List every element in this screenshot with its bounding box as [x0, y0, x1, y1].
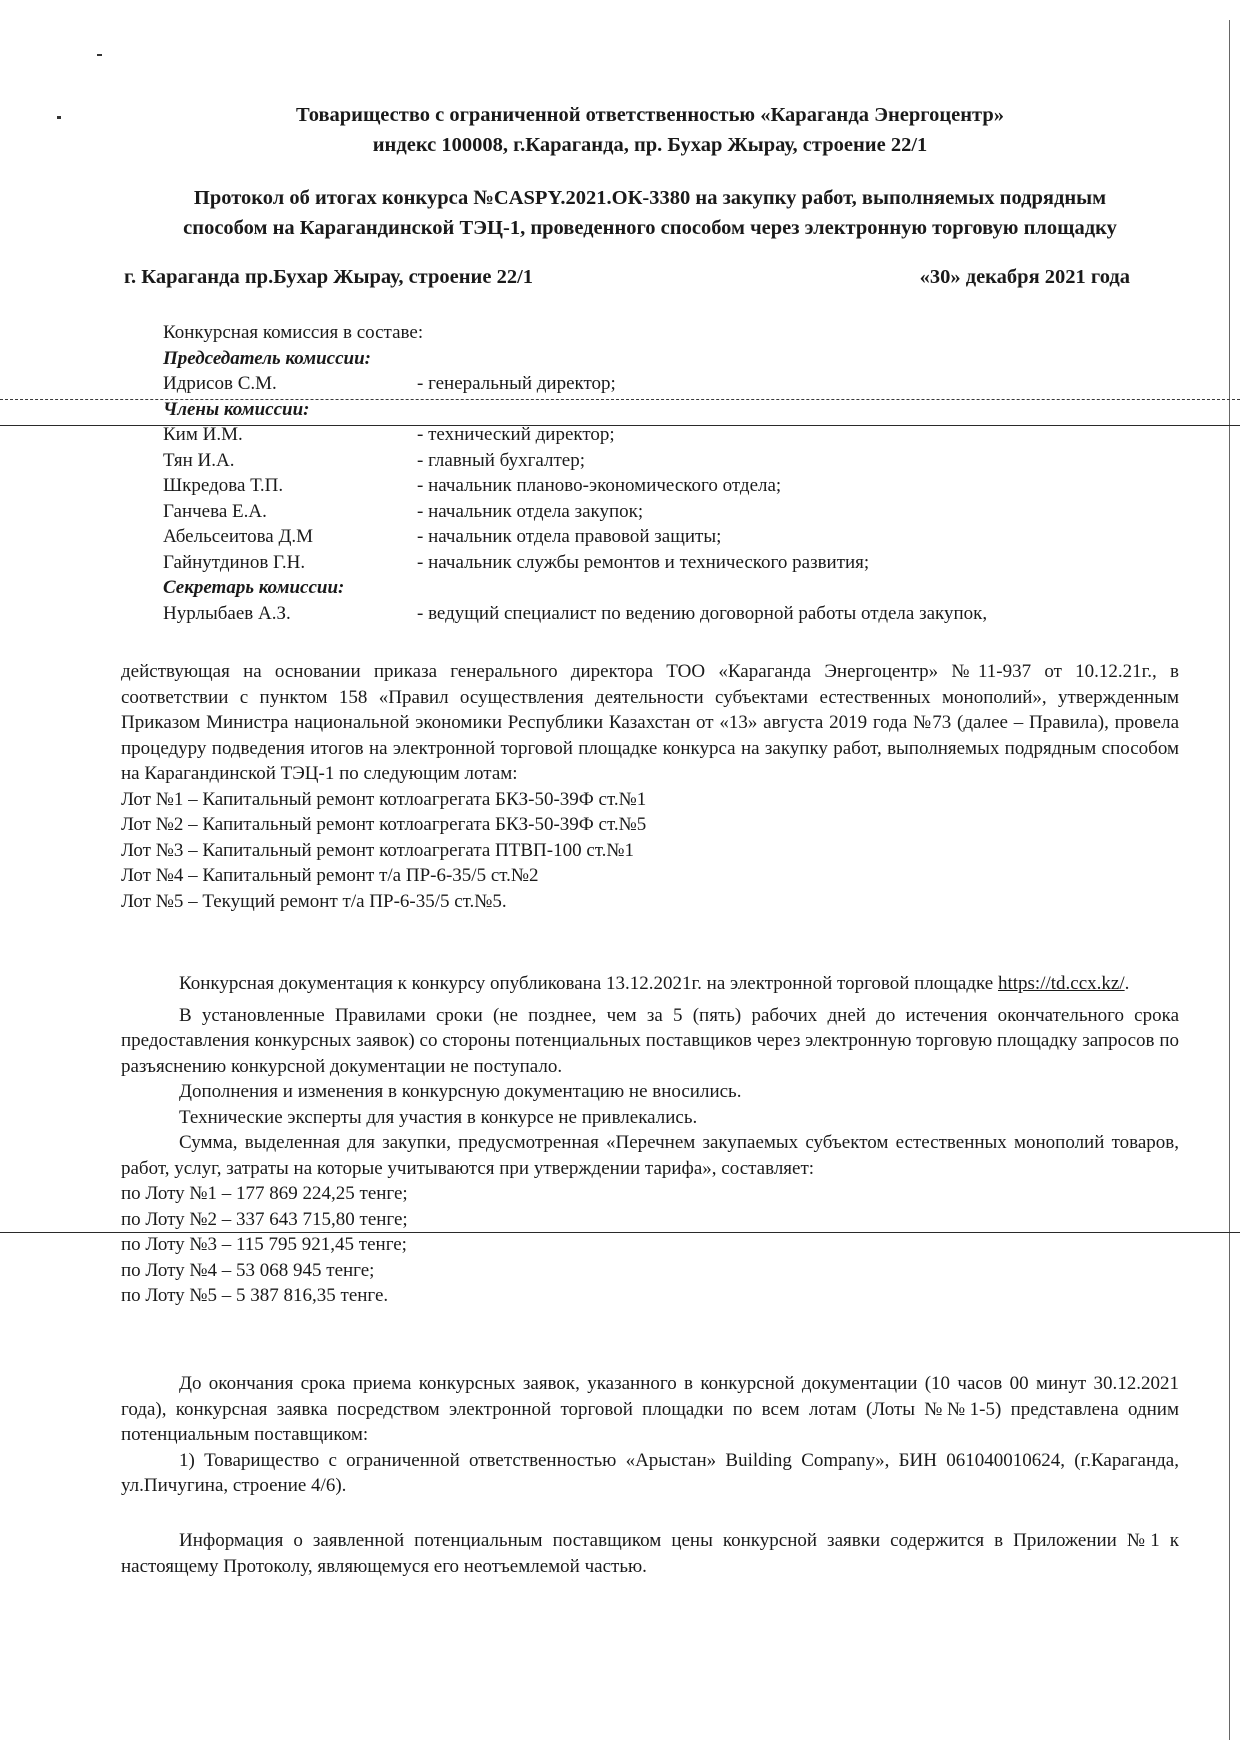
member-position: - генеральный директор;: [417, 373, 616, 394]
secretary-heading: Секретарь комиссии:: [163, 577, 345, 598]
member-position: - главный бухгалтер;: [417, 449, 585, 471]
protocol-title: [120, 183, 1180, 243]
bids-section: [121, 1371, 1179, 1499]
member-name: Тян И.А.: [163, 449, 235, 471]
protocol-body-continued: [121, 971, 1179, 1309]
place-date-line: [124, 263, 1130, 291]
commission-row: [163, 499, 1123, 525]
chair-heading: Председатель комиссии:: [163, 347, 371, 369]
platform-link[interactable]: https://td.ccx.kz/: [997, 973, 1125, 994]
member-position: - ведущий специалист по ведению договорной работы отдела закупок,: [417, 602, 988, 624]
doc-published-paragraph: [121, 971, 1179, 997]
member-position: - начальник отдела правовой защиты;: [417, 526, 722, 547]
intro-paragraph: действующая на основании приказа генерального директора ТОО «Караганда Энергоцентр» №11-937 от 10.12.21г., в соответствии с пунктом 158 «Правил осуществления деятельности субъектами естественных монополий», утвержденным Приказом Министра национальной экономики Республики Казахстан от «13» августа 2019 года №73 (далее – Правила), провела процедуру подведения итогов на электронной торговой площадке конкурса на закупку работ, выполняемых подрядным способом на Карагандинской ТЭЦ-1 по следующим лотам:: [121, 661, 1179, 784]
protocol-body: [121, 659, 1179, 914]
experts-paragraph: Технические эксперты для участия в конкурсе не привлекались.: [179, 1106, 698, 1128]
bids-paragraph: До окончания срока приема конкурсных заявок, указанного в конкурсной документации (10 часов 00 минут 30.12.2021 года), конкурсная заявка посредством электронной торговой площадки по всем лотам (Лоты №№1-5) представлена одним потенциальным поставщиком:: [121, 1373, 1179, 1445]
lot-amount: по Лоту №5 – 5 387 816,35 тенге.: [121, 1285, 389, 1306]
commission-list: [163, 320, 1123, 626]
protocol-title-line2: способом на Карагандинской ТЭЦ-1, проведенного способом через электронную торговую площадку: [183, 217, 1117, 239]
member-name: Гайнутдинов Г.Н.: [163, 551, 306, 573]
member-name: Идрисов С.М.: [163, 373, 277, 394]
protocol-date: «30» декабря 2021 года: [919, 266, 1130, 288]
amount-paragraph: Сумма, выделенная для закупки, предусмотренная «Перечнем закупаемых субъектом естественных монополий товаров, работ, услуг, затраты на которые учитываются при утверждении тарифа», составляет:: [121, 1132, 1179, 1179]
lot-item: Лот №2 – Капитальный ремонт котлоагрегата БКЗ-50-39Ф ст.№5: [121, 814, 647, 835]
member-name: Нурлыбаев А.З.: [163, 602, 291, 624]
scan-edge-line: [1229, 20, 1230, 1740]
commission-row: [163, 473, 1123, 499]
lot-amount: по Лоту №2 – 337 643 715,80 тенге;: [121, 1208, 408, 1230]
member-name: Шкредова Т.П.: [163, 475, 284, 496]
doc-link-tail: .: [1124, 973, 1130, 994]
lot-item: Лот №5 – Текущий ремонт т/а ПР-6-35/5 ст.№5.: [121, 890, 507, 912]
info-section: [121, 1528, 1179, 1579]
member-name: Ганчева Е.А.: [163, 500, 267, 522]
member-position: - технический директор;: [417, 424, 615, 445]
organization-header: [120, 100, 1180, 160]
member-name: Ким И.М.: [163, 424, 243, 445]
lot-item: Лот №4 – Капитальный ремонт т/а ПР-6-35/5 ст.№2: [121, 865, 539, 886]
lot-amount: по Лоту №4 – 53 068 945 тенге;: [121, 1259, 375, 1281]
members-heading: Члены комиссии:: [163, 398, 310, 420]
organization-name: Товарищество с ограниченной ответственностью «Караганда Энергоцентр»: [295, 104, 1005, 126]
organization-address: индекс 100008, г.Караганда, пр. Бухар Жырау, строение 22/1: [372, 134, 928, 156]
lot-amount: по Лоту №3 – 115 795 921,45 тенге;: [121, 1234, 407, 1255]
commission-row: [163, 550, 1123, 576]
member-name: Абельсеитова Д.М: [163, 526, 314, 547]
amendments-paragraph: Дополнения и изменения в конкурсную документацию не вносились.: [179, 1081, 742, 1102]
lot-item: Лот №3 – Капитальный ремонт котлоагрегата ПТВП-100 ст.№1: [121, 839, 635, 861]
scan-speck: [57, 116, 61, 119]
info-paragraph: Информация о заявленной потенциальным поставщиком цены конкурсной заявки содержится в Приложении №1 к настоящему Протоколу, являющемуся его неотъемлемой частью.: [121, 1530, 1179, 1577]
scan-fold-line: [0, 425, 1240, 426]
lot-item: Лот №1 – Капитальный ремонт котлоагрегата БКЗ-50-39Ф ст.№1: [121, 788, 647, 810]
commission-row: [163, 524, 1123, 550]
protocol-title-line1: Протокол об итогах конкурса №CASPY.2021.ОК-3380 на закупку работ, выполняемых подрядным: [193, 187, 1107, 209]
scan-speck: [97, 54, 102, 56]
commission-row: [163, 448, 1123, 474]
doc-published-text: Конкурсная документация к конкурсу опубликована 13.12.2021г. на электронной торговой площадке: [179, 973, 994, 994]
commission-intro: Конкурсная комиссия в составе:: [163, 322, 424, 343]
member-position: - начальник отдела закупок;: [417, 500, 644, 522]
scan-fold-line: [0, 399, 1240, 400]
supplier-item: 1) Товарищество с ограниченной ответственностью «Арыстан» Building Company», БИН 061040010624, (г.Караганда, ул.Пичугина, строение 4/6).: [121, 1449, 1179, 1496]
commission-row: [163, 601, 1123, 627]
lot-amount: по Лоту №1 – 177 869 224,25 тенге;: [121, 1183, 408, 1204]
commission-row: [163, 371, 1123, 397]
member-position: - начальник планово-экономического отдела;: [417, 475, 782, 496]
deadlines-paragraph: В установленные Правилами сроки (не позднее, чем за 5 (пять) рабочих дней до истечения окончательного срока предоставления конкурсных заявок) со стороны потенциальных поставщиков через электронную торговую площадку запросов по разъяснению конкурсной документации не поступало.: [121, 1004, 1179, 1077]
place: г. Караганда пр.Бухар Жырау, строение 22/1: [124, 266, 534, 288]
member-position: - начальник службы ремонтов и технического развития;: [417, 551, 870, 573]
